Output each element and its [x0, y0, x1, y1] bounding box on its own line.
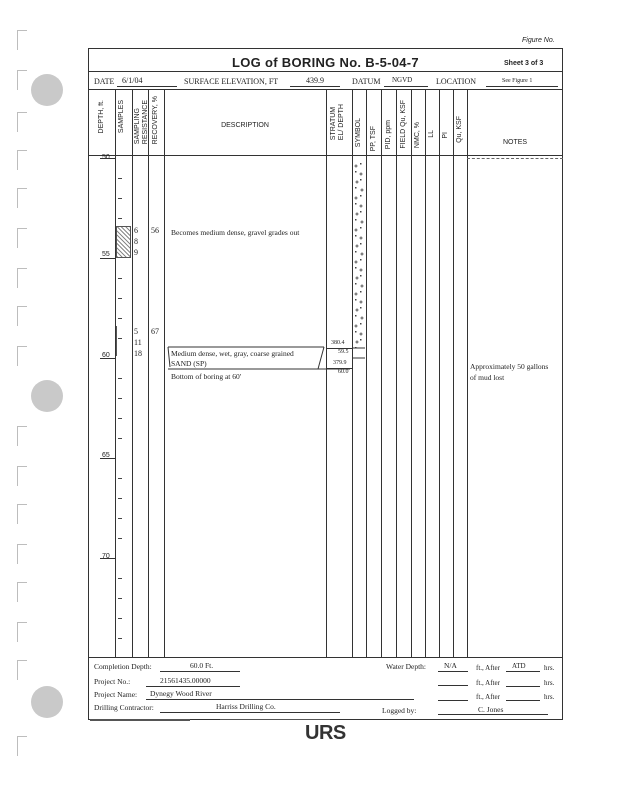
binder-hole: [31, 686, 63, 718]
urs-logo: URS: [305, 722, 346, 744]
col-pp: PP, TSF: [370, 126, 377, 152]
description-text: Bottom of boring at 60': [171, 372, 242, 381]
surface-elevation-value: 439.9: [306, 76, 324, 85]
col-field-qu: FIELD Qu, KSF: [400, 100, 407, 149]
stratum-depth: 59.5: [338, 349, 349, 355]
location-label: LOCATION: [436, 77, 476, 86]
col-notes: NOTES: [502, 139, 528, 146]
hrs-label: hrs.: [544, 664, 555, 672]
project-name-label: Project Name:: [94, 690, 138, 699]
project-no-label: Project No.:: [94, 677, 131, 686]
hrs-label: hrs.: [544, 679, 555, 687]
sample-marker-hatched: [116, 226, 131, 258]
stratum-elevation: 379.9: [333, 360, 347, 366]
after-label: ft., After: [476, 664, 500, 672]
project-no-value: 21561435.00000: [160, 676, 211, 685]
col-pid: PID, ppm: [385, 120, 392, 150]
after-label: ft., After: [476, 679, 500, 687]
water-depth-value: N/A: [444, 661, 457, 670]
completion-depth-label: Completion Depth:: [94, 662, 152, 671]
description-text: Medium dense, wet, gray, coarse grained: [171, 349, 294, 358]
stratum-boundary-lines: [164, 340, 352, 375]
depth-label: 60: [102, 352, 110, 359]
sheet-number: Sheet 3 of 3: [504, 60, 544, 67]
binder-hole: [31, 380, 63, 412]
col-nmc: NMC, %: [414, 122, 421, 149]
col-pi: PI: [442, 132, 449, 139]
datum-label: DATUM: [352, 77, 381, 86]
description-text: SAND (SP): [171, 359, 207, 368]
recovery-value: 56: [151, 226, 159, 235]
col-stratum: STRATUM EL/ DEPTH: [330, 104, 345, 141]
figure-label: Figure No.: [522, 37, 555, 44]
depth-label: 55: [102, 251, 110, 258]
surface-elevation-label: SURFACE ELEVATION, FT: [184, 77, 279, 86]
col-qu: Qu, KSF: [456, 116, 463, 143]
blow-count: 11: [134, 338, 142, 347]
col-depth: DEPTH, ft.: [98, 100, 105, 134]
after-value: ATD: [512, 662, 526, 670]
recovery-value: 67: [151, 327, 159, 336]
project-name-value: Dynegy Wood River: [150, 689, 212, 698]
date-value: 6/1/04: [122, 76, 143, 85]
logged-by-value: C. Jones: [478, 705, 504, 714]
soil-symbol-pattern: [353, 160, 365, 360]
log-title: LOG of BORING No. B-5-04-7: [232, 55, 419, 70]
sample-marker: [116, 326, 131, 356]
water-depth-label: Water Depth:: [386, 662, 427, 671]
depth-label: 70: [102, 553, 110, 560]
binder-hole: [31, 74, 63, 106]
drilling-contractor-value: Harriss Drilling Co.: [216, 702, 276, 711]
blow-count: 18: [134, 349, 142, 358]
col-recovery: RECOVERY, %: [152, 96, 159, 145]
completion-depth-value: 60.0 Ft.: [190, 661, 214, 670]
depth-label: 50: [102, 154, 110, 161]
blow-count: 5: [134, 327, 138, 336]
stratum-depth: 60.0: [338, 369, 349, 375]
col-symbol: SYMBOL: [355, 118, 362, 148]
location-value: See Figure 1: [502, 78, 533, 84]
note-text: of mud lost: [470, 373, 505, 382]
col-ll: LL: [428, 130, 435, 138]
col-sampling-resistance: SAMPLING RESISTANCE: [134, 100, 149, 145]
note-text: Approximately 50 gallons: [470, 362, 549, 371]
description-text: Becomes medium dense, gravel grades out: [171, 228, 300, 237]
drilling-contractor-label: Drilling Contractor:: [94, 703, 154, 712]
hrs-label: hrs.: [544, 693, 555, 701]
after-label: ft., After: [476, 693, 500, 701]
logged-by-label: Logged by:: [382, 706, 417, 715]
blow-count: 8: [134, 237, 138, 246]
col-samples: SAMPLES: [118, 100, 125, 134]
date-label: DATE: [94, 77, 115, 86]
blow-count: 9: [134, 248, 138, 257]
stratum-elevation: 380.4: [331, 340, 345, 346]
datum-value: NGVD: [392, 76, 413, 84]
col-description: DESCRIPTION: [221, 122, 269, 129]
depth-label: 65: [102, 452, 110, 459]
blow-count: 6: [134, 226, 138, 235]
